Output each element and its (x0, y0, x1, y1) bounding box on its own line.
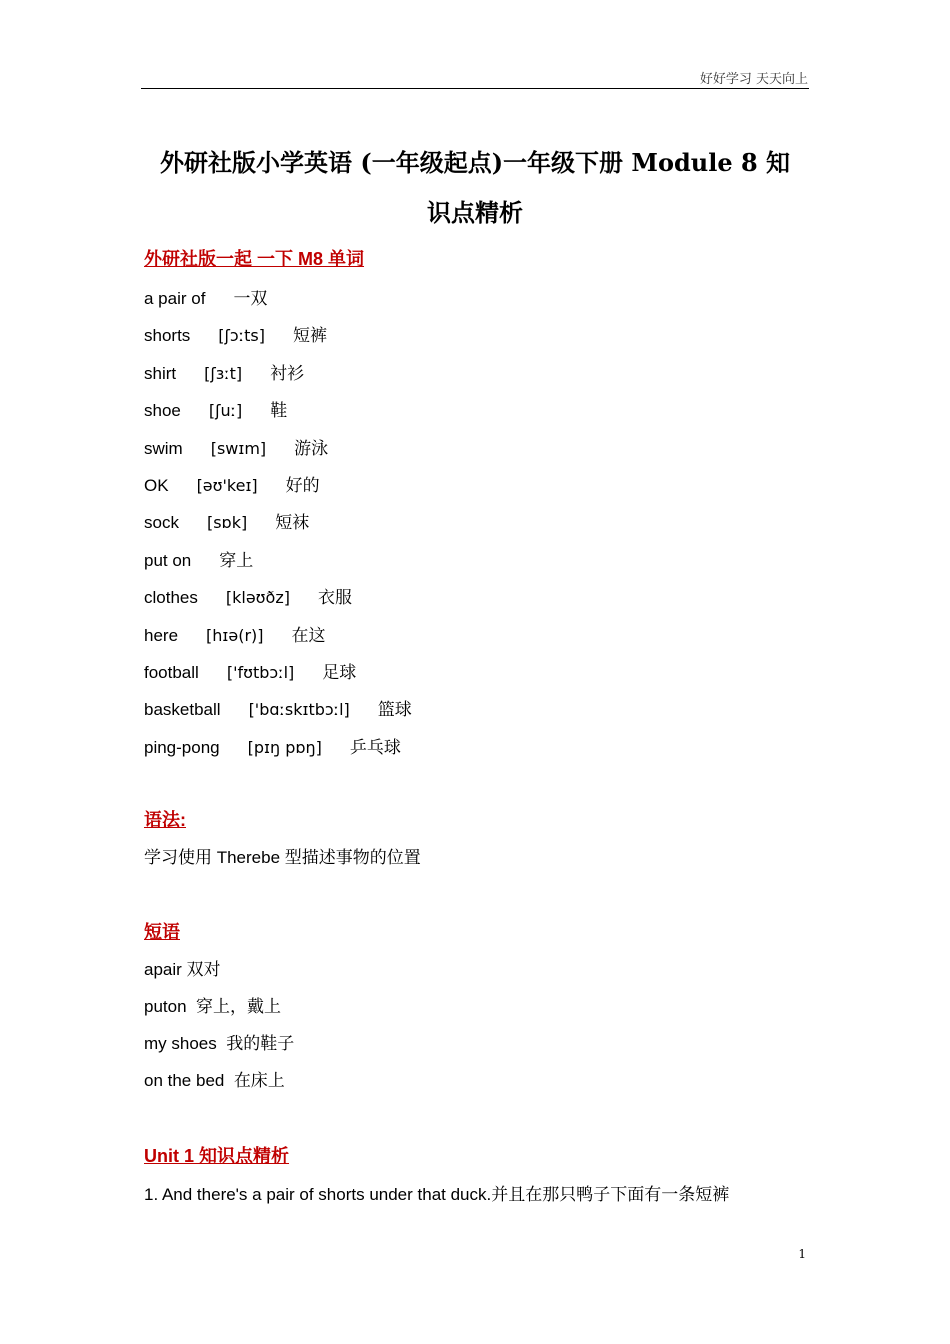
unit1-sentence (144, 1180, 729, 1205)
grammar-text (144, 843, 421, 868)
vocab-meaning: 好的 (285, 476, 320, 496)
vocab-meaning: 乒乓球 (349, 737, 401, 758)
title-line-2: 识点精析 (427, 198, 523, 227)
vocab-item (144, 658, 356, 683)
vocab-meaning: 篮球 (377, 700, 412, 721)
vocab-word: put on (144, 550, 192, 570)
title-line-1: 外研社版小学英语 (一年级起点)一年级下册 Module 8 知 (159, 148, 791, 177)
phrase-en: my shoes (144, 1034, 227, 1053)
vocab-word: a pair of (144, 289, 206, 308)
vocab-phonetic: [pɪŋ pɒŋ] (247, 737, 322, 757)
vocab-word: football (144, 663, 199, 682)
vocab-phonetic: [swɪm] (210, 438, 267, 458)
vocab-meaning: 在这 (291, 625, 326, 646)
vocab-phonetic: [hɪə(r)] (206, 625, 264, 645)
vocab-item (144, 621, 326, 646)
grammar-text-zh2: 型描述事物的位置 (284, 848, 421, 868)
vocab-phonetic: [ʃuː] (208, 401, 243, 421)
vocab-meaning: 一双 (233, 289, 268, 309)
unit1-sentence-zh: 并且在那只鸭子下面有一条短裤 (491, 1185, 730, 1205)
vocab-item (144, 321, 327, 346)
vocab-word: swim (144, 438, 183, 458)
phrase-zh: 双对 (186, 960, 221, 980)
unit1-sentence-en: 1. And there's a pair of shorts under that duck. (144, 1185, 492, 1204)
vocab-meaning: 穿上 (219, 550, 254, 571)
vocab-item (144, 508, 309, 533)
vocab-item (144, 396, 287, 421)
vocab-phonetic: ['fʊtbɔːl] (226, 663, 295, 682)
vocab-item (144, 471, 320, 496)
vocab-phonetic: [kləʊðz] (225, 588, 290, 608)
phrase-item (144, 1029, 294, 1054)
vocab-phonetic: [ʃɜːt] (204, 363, 243, 383)
vocab-meaning: 短裤 (292, 326, 327, 347)
phrase-item (144, 992, 281, 1017)
page-number: 1 (798, 1247, 806, 1261)
vocab-meaning: 衣服 (317, 588, 352, 609)
phrase-en: on the bed (144, 1071, 234, 1090)
vocab-phonetic: [ʃɔːts] (218, 326, 265, 346)
phrase-en: puton (144, 997, 196, 1016)
vocab-word: OK (144, 476, 169, 495)
vocab-meaning: 鞋 (270, 401, 288, 422)
vocab-item (144, 284, 267, 309)
vocab-item (144, 359, 304, 384)
grammar-text-zh1: 学习使用 (144, 848, 212, 868)
vocab-meaning: 足球 (322, 663, 357, 683)
vocab-word: shoe (144, 401, 181, 421)
vocab-item (144, 733, 401, 758)
phrase-heading: 短语 (144, 922, 180, 942)
vocab-heading: 外研社版一起 一下 M8 单词 (144, 249, 365, 269)
document-title (141, 138, 809, 238)
vocab-meaning: 短袜 (275, 513, 310, 534)
phrase-item (144, 1066, 285, 1091)
vocab-word: sock (144, 513, 179, 533)
vocab-meaning: 衬衫 (270, 363, 305, 384)
vocab-item (144, 583, 352, 608)
unit1-heading: Unit 1 知识点精析 (144, 1146, 290, 1166)
vocab-phonetic: [sɒk] (206, 513, 248, 533)
grammar-text-en: Therebe (212, 848, 285, 867)
vocab-item (144, 695, 412, 720)
phrase-zh: 穿上，戴上 (196, 997, 281, 1017)
phrase-zh: 我的鞋子 (226, 1034, 295, 1054)
vocab-item (144, 434, 328, 459)
vocab-item (144, 546, 253, 571)
phrase-zh: 在床上 (233, 1071, 285, 1091)
vocab-word: basketball (144, 700, 221, 720)
grammar-heading: 语法: (144, 810, 186, 830)
vocab-word: shirt (144, 363, 177, 383)
vocab-word: ping-pong (144, 737, 220, 757)
header-divider (141, 88, 809, 89)
vocab-word: clothes (144, 588, 198, 608)
page-header-text: 好好学习 天天向上 (699, 72, 808, 87)
vocab-word: here (144, 625, 179, 645)
vocab-word: shorts (144, 326, 191, 346)
vocab-meaning: 游泳 (294, 438, 329, 459)
vocab-phonetic: [əʊ'keɪ] (196, 476, 258, 495)
vocab-phonetic: ['bɑːskɪtbɔːl] (248, 700, 350, 720)
phrase-en: apair (144, 960, 187, 979)
phrase-item (144, 955, 221, 980)
